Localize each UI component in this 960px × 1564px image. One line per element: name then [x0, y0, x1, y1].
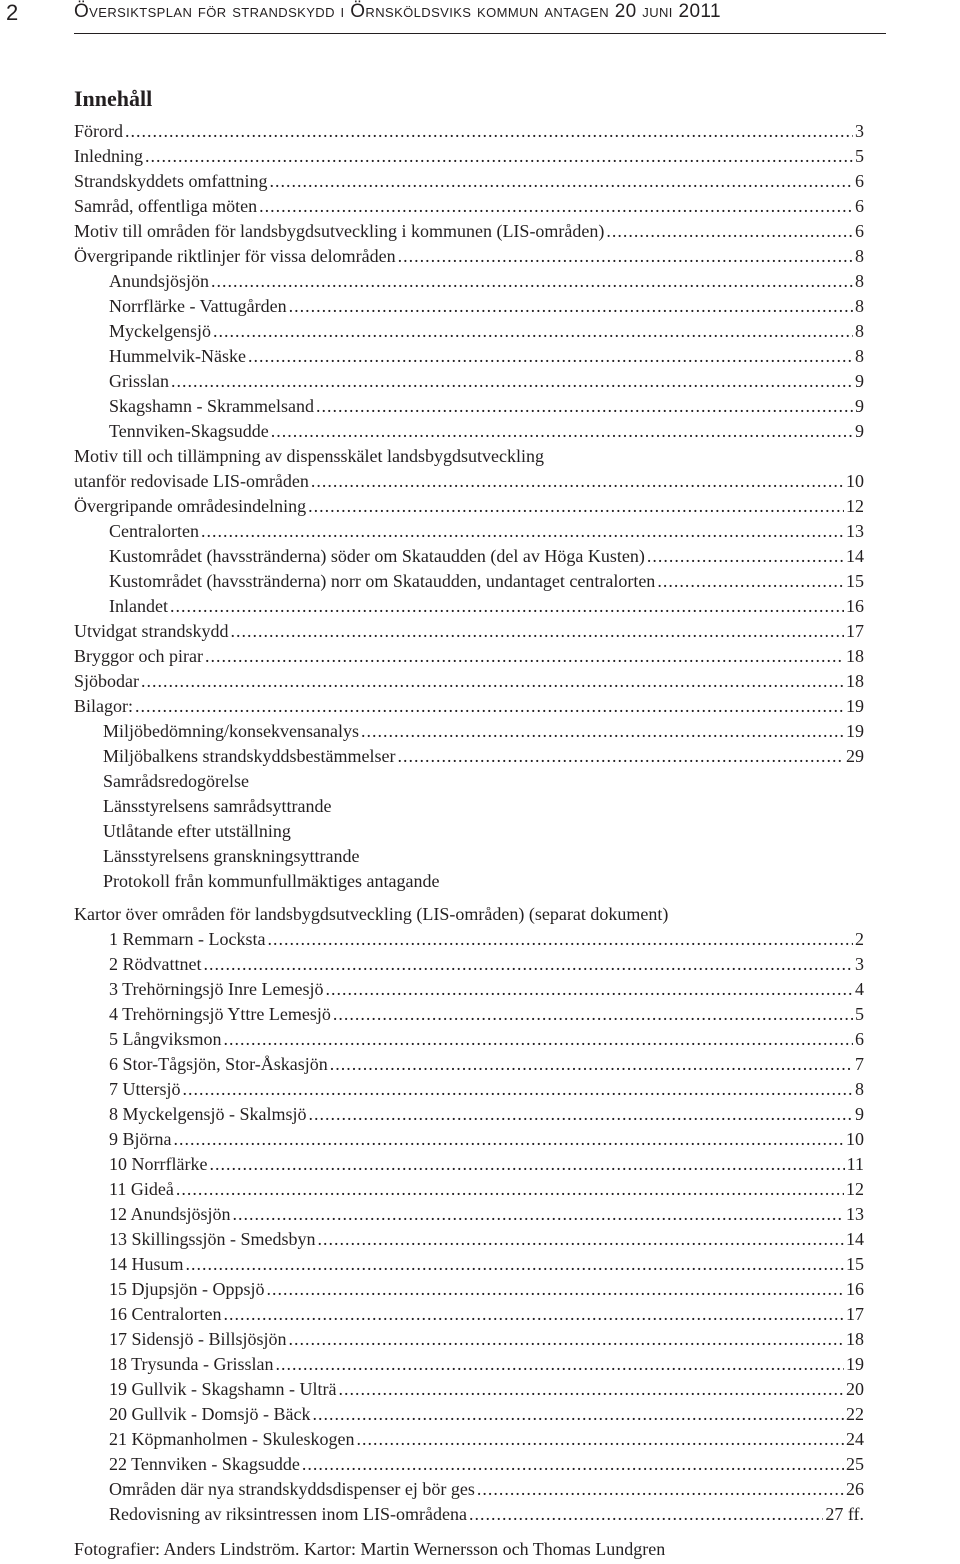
toc-subentry[interactable]: [109, 369, 864, 394]
toc-entry-page: 13: [846, 521, 864, 541]
dot-leader: [141, 669, 844, 694]
map-entry[interactable]: [109, 927, 864, 952]
map-entry-title: 8 Myckelgensjö - Skalmsjö: [109, 1104, 307, 1124]
toc-entry-title: Motiv till områden för landsbygdsutveckling i kommunen (LIS-områden): [74, 221, 605, 241]
map-entry-page: 2: [855, 929, 864, 949]
toc-subentry[interactable]: [109, 569, 864, 594]
toc-subentry[interactable]: [109, 294, 864, 319]
dot-leader: [248, 344, 853, 369]
map-entry[interactable]: [109, 952, 864, 977]
dot-leader: [213, 319, 853, 344]
dot-leader: [259, 194, 853, 219]
map-entry[interactable]: [109, 1227, 864, 1252]
toc-entry-title: Bilagor:: [74, 696, 133, 716]
map-entry-page: 18: [846, 1329, 864, 1349]
toc-subentry[interactable]: [109, 544, 864, 569]
dot-leader: [223, 1302, 844, 1327]
page-header: [0, 0, 960, 34]
map-entry-page: 19: [846, 1354, 864, 1374]
toc-entry-title: Miljöbalkens strandskyddsbestämmelser: [103, 746, 396, 766]
toc-entry-page: 14: [846, 546, 864, 566]
toc-entry-title: Norrflärke - Vattugården: [109, 296, 287, 316]
toc-subentry[interactable]: [103, 794, 864, 819]
map-entry-page: 13: [846, 1204, 864, 1224]
map-entry-page: 27 ff.: [825, 1504, 864, 1524]
toc-entry-title: Inledning: [74, 146, 143, 166]
toc-entry[interactable]: [74, 194, 864, 219]
toc-entry-page: 6: [855, 171, 864, 191]
toc-entry-page: 17: [846, 621, 864, 641]
toc-subentry[interactable]: [103, 819, 864, 844]
dot-leader: [145, 144, 853, 169]
map-entry[interactable]: [109, 1377, 864, 1402]
map-entry-title: 10 Norrflärke: [109, 1154, 208, 1174]
toc-entry-title: Protokoll från kommunfullmäktiges antagande: [103, 871, 440, 891]
toc-entry-title: Grisslan: [109, 371, 169, 391]
toc-entry-page: 12: [846, 496, 864, 516]
map-entry[interactable]: [109, 1177, 864, 1202]
dot-leader: [186, 1252, 844, 1277]
map-entry-title: 16 Centralorten: [109, 1304, 222, 1324]
map-entry-page: 26: [846, 1479, 864, 1499]
dot-leader: [271, 419, 853, 444]
dot-leader: [308, 1102, 853, 1127]
map-entry[interactable]: [109, 1252, 864, 1277]
dot-leader: [211, 269, 853, 294]
toc-entry-page: 6: [855, 221, 864, 241]
toc-entry-title: Samrådsredogörelse: [103, 771, 249, 791]
toc-heading: Innehåll: [74, 86, 153, 111]
toc-subentry[interactable]: [109, 344, 864, 369]
map-entry-title: 19 Gullvik - Skagshamn - Ulträ: [109, 1379, 337, 1399]
page-number: 2: [6, 0, 19, 25]
map-entry-title: 17 Sidensjö - Billsjösjön: [109, 1329, 287, 1349]
dot-leader: [183, 1077, 854, 1102]
map-entry-page: 22: [846, 1404, 864, 1424]
toc-subentry[interactable]: [103, 744, 864, 769]
toc-entry-title: Myckelgensjö: [109, 321, 211, 341]
dot-leader: [325, 977, 853, 1002]
map-entry-title: 15 Djupsjön - Oppsjö: [109, 1279, 265, 1299]
dot-leader: [209, 1152, 844, 1177]
toc-entry-page: 19: [846, 721, 864, 741]
toc-entry[interactable]: [74, 119, 864, 144]
dot-leader: [205, 644, 844, 669]
dot-leader: [267, 927, 853, 952]
dot-leader: [289, 1327, 844, 1352]
toc-entry-title: Övergripande områdesindelning: [74, 496, 307, 516]
toc-entry[interactable]: [74, 469, 864, 494]
toc-entry-title-line2: utanför redovisade LIS-områden: [74, 471, 309, 491]
dot-leader: [204, 952, 854, 977]
maps-heading: [74, 902, 864, 927]
toc-entry-page: 6: [855, 196, 864, 216]
dot-leader: [302, 1452, 844, 1477]
map-entry-page: 4: [855, 979, 864, 999]
running-title: Översiktsplan för strandskydd i Örnsköldsviks kommun antagen 20 juni 2011: [74, 1, 721, 22]
map-entry[interactable]: [109, 1477, 864, 1502]
dot-leader: [398, 244, 853, 269]
map-entry-title: 21 Köpmanholmen - Skuleskogen: [109, 1429, 355, 1449]
toc-entry-title: Utlåtande efter utställning: [103, 821, 291, 841]
map-entry-title: Redovisning av riksintressen inom LIS-områdena: [109, 1504, 467, 1524]
toc-subentry[interactable]: [103, 869, 864, 894]
toc-entry[interactable]: [74, 694, 864, 719]
map-entry-title: 1 Remmarn - Locksta: [109, 929, 266, 949]
map-entry[interactable]: [109, 977, 864, 1002]
toc-entry-page: 9: [855, 371, 864, 391]
header-rule: [74, 33, 886, 34]
map-entry[interactable]: [109, 1352, 864, 1377]
map-entry-page: 7: [855, 1054, 864, 1074]
toc-entry-page: 16: [846, 596, 864, 616]
dot-leader: [233, 1202, 844, 1227]
map-entry-title: 7 Uttersjö: [109, 1079, 181, 1099]
map-entry[interactable]: [109, 1302, 864, 1327]
toc-entry-page: 10: [846, 471, 864, 491]
map-entry-title: 6 Stor-Tågsjön, Stor-Åskasjön: [109, 1054, 328, 1074]
toc-entry-title: Bryggor och pirar: [74, 646, 203, 666]
map-entry-page: 10: [846, 1129, 864, 1149]
dot-leader: [125, 119, 853, 144]
toc-entry-page: 29: [846, 746, 864, 766]
credits-line: Fotografier: Anders Lindström. Kartor: Martin Wernersson och Thomas Lundgren: [74, 1539, 666, 1559]
dot-leader: [312, 1402, 844, 1427]
map-entry[interactable]: [109, 1127, 864, 1152]
toc-entry-title: Kustområdet (havsstränderna) söder om Skataudden (del av Höga Kusten): [109, 546, 645, 566]
toc-entry-title: Strandskyddets omfattning: [74, 171, 268, 191]
toc-entry-title: Kustområdet (havsstränderna) norr om Skataudden, undantaget centralorten: [109, 571, 656, 591]
dot-leader: [316, 394, 853, 419]
toc-entry-title: Centralorten: [109, 521, 199, 541]
toc-subentry[interactable]: [103, 844, 864, 869]
toc-entry[interactable]: [74, 244, 864, 269]
dot-leader: [318, 1227, 844, 1252]
dot-leader: [338, 1377, 844, 1402]
dot-leader: [333, 1002, 853, 1027]
toc-entry-title: Hummelvik-Näske: [109, 346, 246, 366]
map-entry-page: 5: [855, 1004, 864, 1024]
dot-leader: [269, 169, 853, 194]
toc-entry-title: Tennviken-Skagsudde: [109, 421, 269, 441]
dot-leader: [174, 1127, 845, 1152]
dot-leader: [477, 1477, 844, 1502]
dot-leader: [170, 594, 844, 619]
dot-leader: [267, 1277, 844, 1302]
map-entry[interactable]: [109, 1402, 864, 1427]
toc-entry-page: 9: [855, 421, 864, 441]
map-entry-page: 24: [846, 1429, 864, 1449]
toc-entry[interactable]: [74, 169, 864, 194]
toc-subentry[interactable]: [103, 769, 864, 794]
toc-subentry[interactable]: [109, 269, 864, 294]
toc-entry[interactable]: [74, 669, 864, 694]
toc-subentry[interactable]: [103, 719, 864, 744]
dot-leader: [176, 1177, 844, 1202]
toc-entry[interactable]: [74, 619, 864, 644]
toc-entry-page: 5: [855, 146, 864, 166]
map-entry[interactable]: [109, 1202, 864, 1227]
map-entry-title: 20 Gullvik - Domsjö - Bäck: [109, 1404, 311, 1424]
map-entry-page: 12: [846, 1179, 864, 1199]
toc-entry-title: Sjöbodar: [74, 671, 139, 691]
map-entry-title: 9 Björna: [109, 1129, 172, 1149]
map-entry-title: 22 Tennviken - Skagsudde: [109, 1454, 300, 1474]
map-entry[interactable]: [109, 1002, 864, 1027]
map-entry[interactable]: [109, 1327, 864, 1352]
toc-subentry[interactable]: [109, 519, 864, 544]
map-entry[interactable]: [109, 1102, 864, 1127]
toc-entry-page: 18: [846, 671, 864, 691]
map-entry-page: 3: [855, 954, 864, 974]
dot-leader: [289, 294, 853, 319]
toc-entry[interactable]: [74, 144, 864, 169]
toc-entry-page: 3: [855, 121, 864, 141]
dot-leader: [224, 1027, 854, 1052]
toc-entry[interactable]: [74, 644, 864, 669]
toc-entry-page: 8: [855, 271, 864, 291]
dot-leader: [311, 469, 844, 494]
map-entry[interactable]: [109, 1502, 864, 1527]
table-of-contents: [74, 119, 864, 1527]
toc-entry-title: Förord: [74, 121, 123, 141]
dot-leader: [135, 694, 844, 719]
dot-leader: [171, 369, 853, 394]
dot-leader: [231, 619, 845, 644]
toc-entry-title: Samråd, offentliga möten: [74, 196, 258, 216]
map-entry[interactable]: [109, 1277, 864, 1302]
map-entry[interactable]: [109, 1452, 864, 1477]
map-entry-page: 20: [846, 1379, 864, 1399]
toc-entry-title: Skagshamn - Skrammelsand: [109, 396, 314, 416]
toc-entry-page: 19: [846, 696, 864, 716]
map-entry-page: 6: [855, 1029, 864, 1049]
dot-leader: [397, 744, 844, 769]
map-entry[interactable]: [109, 1077, 864, 1102]
dot-leader: [469, 1502, 823, 1527]
map-entry-title: 5 Långviksmon: [109, 1029, 222, 1049]
toc-entry-title-line1: Motiv till och tillämpning av dispensskälet landsbygdsutveckling: [74, 446, 544, 466]
dot-leader: [647, 544, 844, 569]
toc-entry-page: 9: [855, 396, 864, 416]
dot-leader: [657, 569, 844, 594]
dot-leader: [276, 1352, 844, 1377]
dot-leader: [606, 219, 853, 244]
map-entry-page: 16: [846, 1279, 864, 1299]
map-entry-title: 14 Husum: [109, 1254, 184, 1274]
section-gap: [74, 894, 864, 902]
toc-entry-page: 8: [855, 246, 864, 266]
toc-entry[interactable]: [74, 494, 864, 519]
toc-subentry[interactable]: [109, 594, 864, 619]
map-entry-page: 17: [846, 1304, 864, 1324]
map-entry[interactable]: [109, 1027, 864, 1052]
map-entry-title: 3 Trehörningsjö Inre Lemesjö: [109, 979, 324, 999]
map-entry[interactable]: [109, 1052, 864, 1077]
map-entry-page: 9: [855, 1104, 864, 1124]
map-entry-title: 12 Anundsjösjön: [109, 1204, 231, 1224]
map-entry-title: Områden där nya strandskyddsdispenser ej bör ges: [109, 1479, 475, 1499]
map-entry-page: 11: [846, 1154, 864, 1174]
toc-entry-page: 8: [855, 296, 864, 316]
dot-leader: [361, 719, 844, 744]
toc-entry-line[interactable]: [74, 444, 864, 469]
toc-entry-page: 8: [855, 346, 864, 366]
toc-entry-page: 8: [855, 321, 864, 341]
toc-entry-title: Miljöbedömning/konsekvensanalys: [103, 721, 359, 741]
map-entry[interactable]: [109, 1427, 864, 1452]
toc-subentry[interactable]: [109, 394, 864, 419]
map-entry-page: 25: [846, 1454, 864, 1474]
toc-entry-title: Utvidgat strandskydd: [74, 621, 229, 641]
toc-subentry[interactable]: [109, 419, 864, 444]
maps-heading-text: Kartor över områden för landsbygdsutveckling (LIS-områden) (separat dokument): [74, 904, 669, 924]
toc-entry-title: Länsstyrelsens granskningsyttrande: [103, 846, 360, 866]
toc-entry-title: Inlandet: [109, 596, 168, 616]
map-entry[interactable]: [109, 1152, 864, 1177]
map-entry-title: 2 Rödvattnet: [109, 954, 202, 974]
dot-leader: [201, 519, 844, 544]
toc-entry-page: 15: [846, 571, 864, 591]
map-entry-title: 4 Trehörningsjö Yttre Lemesjö: [109, 1004, 331, 1024]
map-entry-title: 11 Gideå: [109, 1179, 174, 1199]
toc-entry[interactable]: [74, 219, 864, 244]
dot-leader: [330, 1052, 853, 1077]
map-entry-page: 14: [846, 1229, 864, 1249]
dot-leader: [356, 1427, 844, 1452]
map-entry-title: 18 Trysunda - Grisslan: [109, 1354, 274, 1374]
map-entry-page: 15: [846, 1254, 864, 1274]
map-entry-title: 13 Skillingssjön - Smedsbyn: [109, 1229, 316, 1249]
toc-entry-title: Länsstyrelsens samrådsyttrande: [103, 796, 332, 816]
toc-subentry[interactable]: [109, 319, 864, 344]
toc-entry-title: Övergripande riktlinjer för vissa delområden: [74, 246, 396, 266]
dot-leader: [308, 494, 844, 519]
toc-entry-title: Anundsjösjön: [109, 271, 210, 291]
toc-entry-page: 18: [846, 646, 864, 666]
map-entry-page: 8: [855, 1079, 864, 1099]
